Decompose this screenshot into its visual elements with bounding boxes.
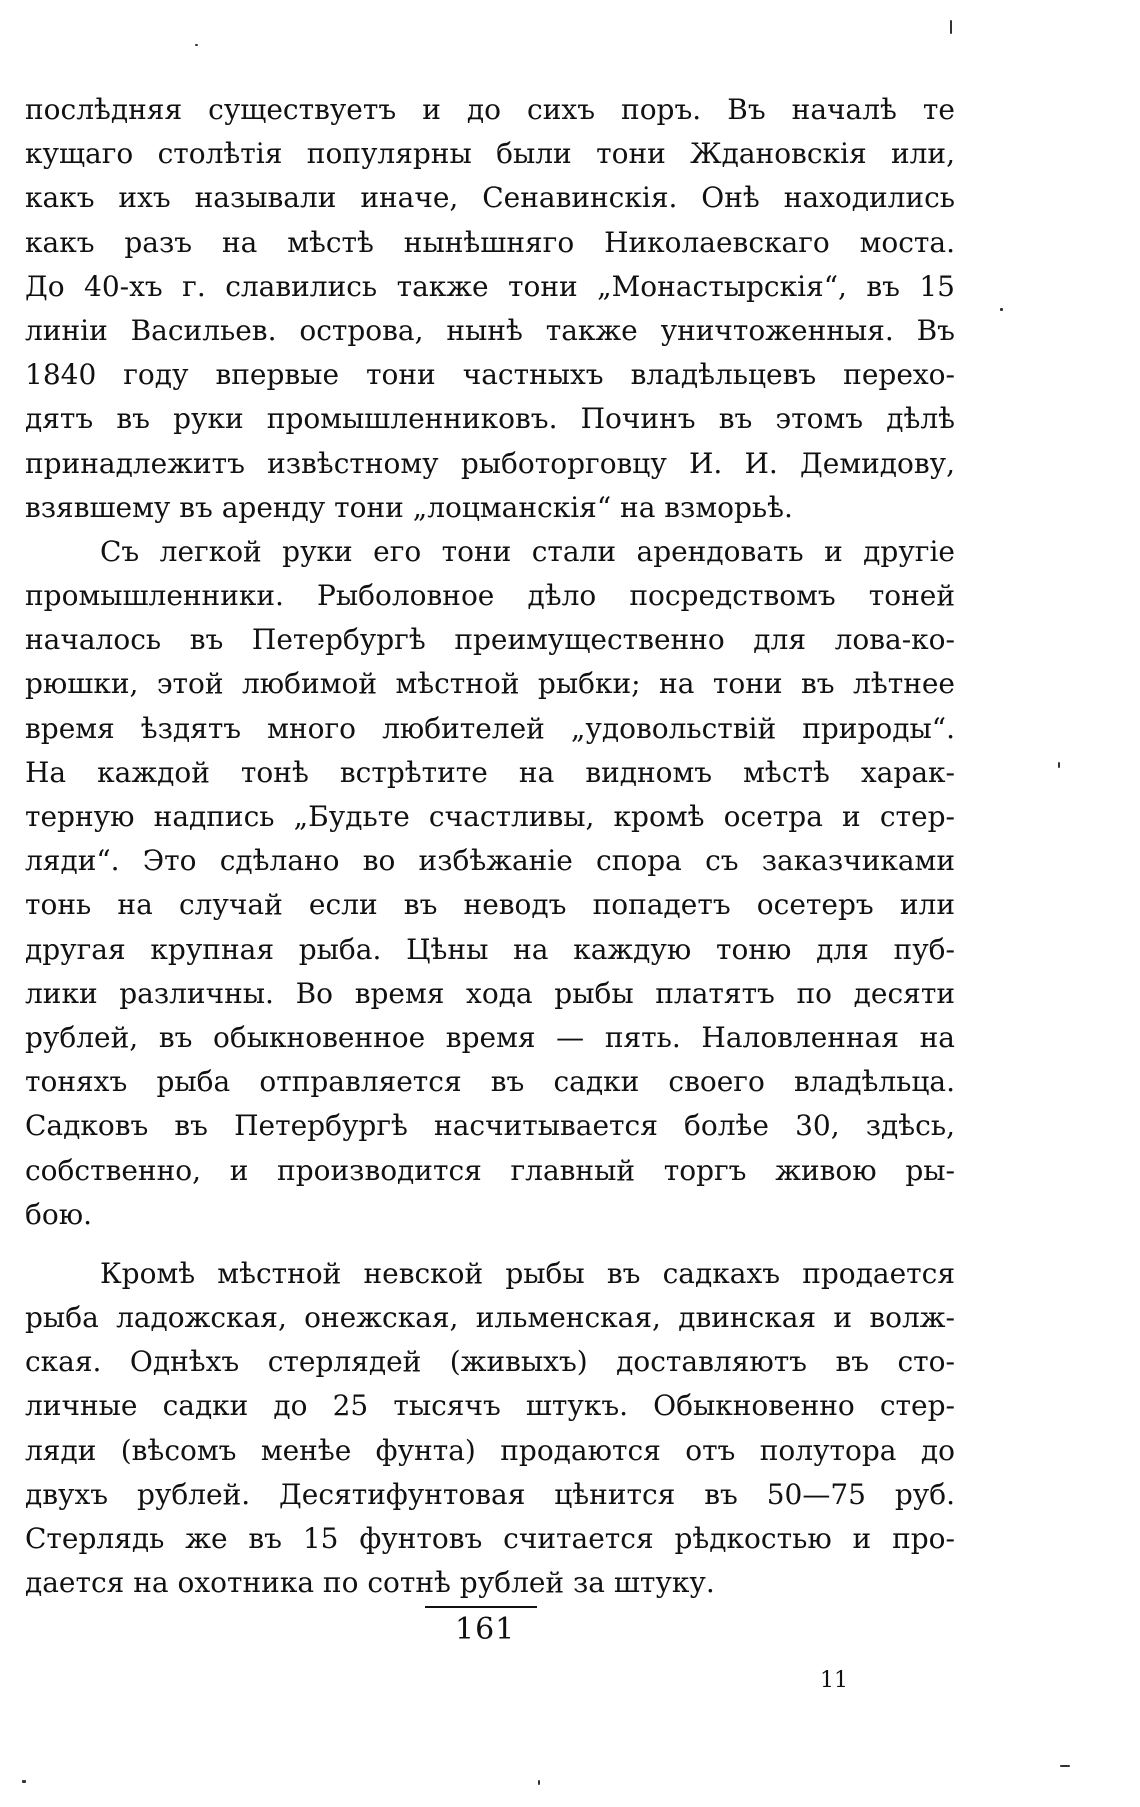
text-line: двухъ рублей. Десятифунтовая цѣнится въ 50—75 руб. <box>25 1477 955 1511</box>
text-line: тонь на случай если въ неводъ попадетъ осетеръ или <box>25 888 955 922</box>
text-line: Кромѣ мѣстной невской рыбы въ садкахъ продается <box>100 1256 955 1290</box>
text-line: Съ легкой руки его тони стали арендовать и другіе <box>100 534 955 568</box>
text-line: дается на охотника по сотнѣ рублей за штуку. <box>25 1566 715 1600</box>
page-number-rule <box>425 1606 537 1608</box>
page-number: 161 <box>455 1612 516 1647</box>
text-line: 1840 году впервые тони частныхъ владѣльцевъ перехо- <box>25 358 955 392</box>
text-line: принадлежитъ извѣстному рыботорговцу И. И. Демидову, <box>25 446 955 480</box>
paragraph-spacer <box>25 1237 955 1252</box>
print-speck <box>950 20 952 34</box>
text-line: рублей, въ обыкновенное время — пять. Наловленная на <box>25 1020 955 1054</box>
text-line: кущаго столѣтія популярны были тони Ждановскія или, <box>25 137 955 171</box>
text-line: лики различны. Во время хода рыбы платятъ по десяти <box>25 976 955 1010</box>
text-line: Стерлядь же въ 15 фунтовъ считается рѣдкостью и про- <box>25 1522 955 1555</box>
text-line: время ѣздятъ много любителей „удовольствій природы“. <box>25 711 955 745</box>
text-line: рюшки, этой любимой мѣстной рыбки; на тони въ лѣтнее <box>25 667 955 701</box>
text-line: другая крупная рыба. Цѣны на каждую тоню для пуб- <box>25 932 955 966</box>
text-line: Садковъ въ Петербургѣ насчитывается болѣе 30, здѣсь, <box>25 1109 955 1143</box>
text-line: терную надпись „Будьте счастливы, кромѣ осетра и стер- <box>25 800 955 833</box>
print-speck <box>1060 1765 1070 1767</box>
print-speck <box>1000 308 1003 311</box>
signature-mark: 11 <box>820 1668 848 1693</box>
text-line: собственно, и производится главный торгъ живою ры- <box>25 1153 955 1187</box>
text-line: рыба ладожская, онежская, ильменская, двинская и волж- <box>25 1301 955 1335</box>
text-line: До 40-хъ г. славились также тони „Монастырскія“, въ 15 <box>25 269 955 303</box>
text-line: На каждой тонѣ встрѣтите на видномъ мѣстѣ харак- <box>25 755 955 789</box>
paragraph-2 <box>25 530 955 1237</box>
text-line: началось въ Петербургѣ преимущественно для лова-ко- <box>25 623 955 657</box>
text-line: ляди“. Это сдѣлано во избѣжаніе спора съ заказчиками <box>25 844 955 878</box>
text-line: тоняхъ рыба отправляется въ садки своего владѣльца. <box>25 1065 955 1099</box>
paragraph-3 <box>25 1252 955 1606</box>
print-speck <box>195 44 198 46</box>
print-speck <box>1058 762 1060 768</box>
text-line: дятъ въ руки промышленниковъ. Починъ въ этомъ дѣлѣ <box>25 402 955 436</box>
text-line: какъ разъ на мѣстѣ нынѣшняго Николаевскаго моста. <box>25 225 955 259</box>
text-line: ская. Однѣхъ стерлядей (живыхъ) доставляютъ въ сто- <box>25 1345 955 1379</box>
print-speck <box>22 1780 26 1783</box>
body-text <box>25 88 955 1605</box>
text-line: бою. <box>25 1197 92 1231</box>
text-line: линіи Васильев. острова, нынѣ также уничтоженныя. Въ <box>25 313 955 347</box>
text-line: ляди (вѣсомъ менѣе фунта) продаются отъ полутора до <box>25 1433 955 1467</box>
paragraph-1 <box>25 88 955 530</box>
text-line: послѣдняя существуетъ и до сихъ поръ. Въ началѣ те <box>25 93 955 126</box>
text-line: промышленники. Рыболовное дѣло посредствомъ тоней <box>25 579 955 613</box>
text-line: личные садки до 25 тысячъ штукъ. Обыкновенно стер- <box>25 1389 955 1423</box>
text-line: какъ ихъ называли иначе, Сенавинскія. Онѣ находились <box>25 181 955 215</box>
text-line: взявшему въ аренду тони „лоцманскія“ на взморьѣ. <box>25 490 793 524</box>
print-speck <box>538 1780 540 1785</box>
